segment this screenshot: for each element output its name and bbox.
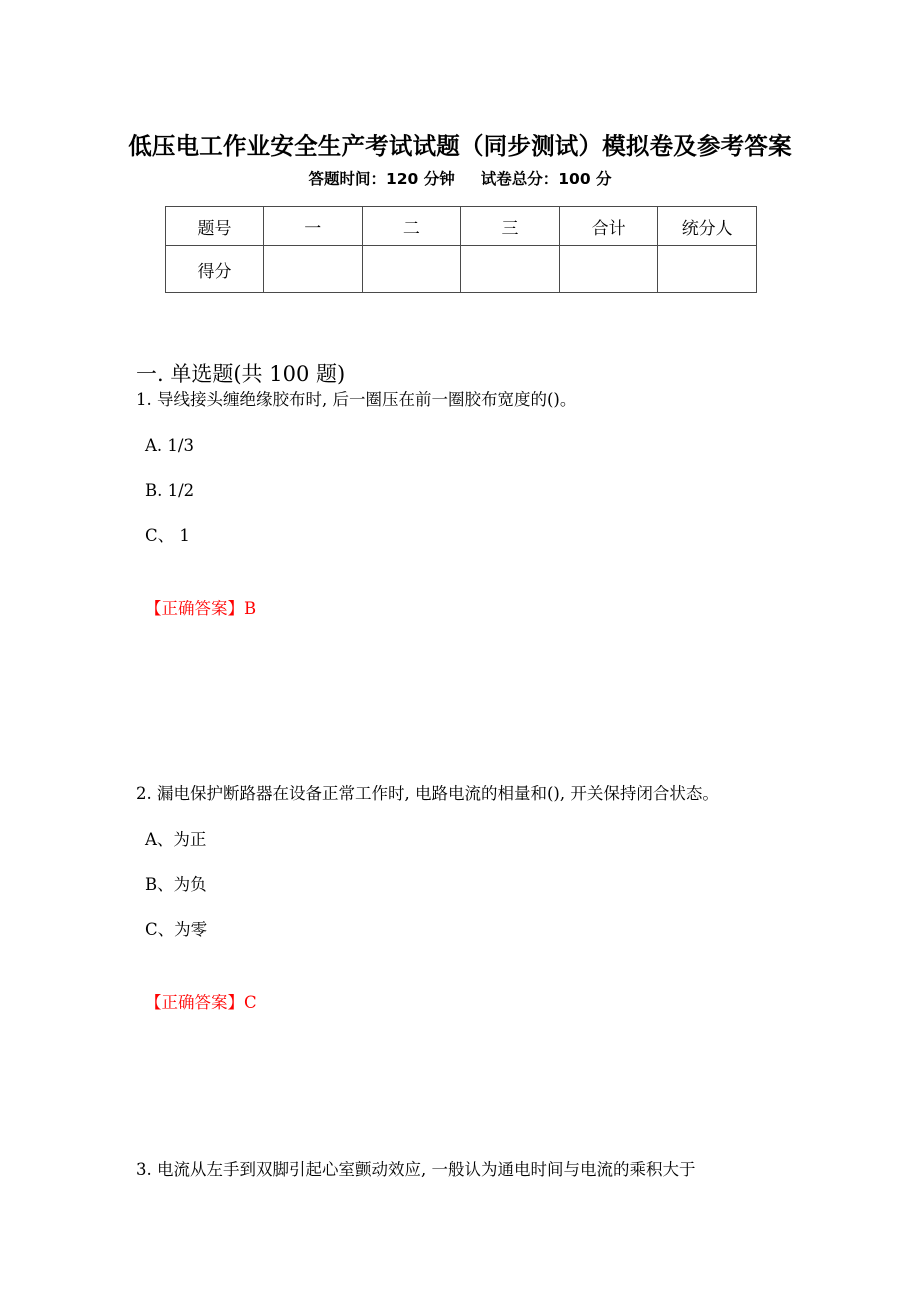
score-cell-2[interactable] xyxy=(362,246,461,293)
question-item xyxy=(136,388,876,621)
question-stem: 2. 漏电保护断路器在设备正常工作时, 电路电流的相量和(), 开关保持闭合状态。 xyxy=(136,784,719,803)
question-option-b[interactable]: B、为负 xyxy=(145,874,207,894)
question-item xyxy=(136,1158,876,1182)
page-title: 低压电工作业安全生产考试试题（同步测试）模拟卷及参考答案 xyxy=(128,131,792,160)
question-option-b[interactable]: B. 1/2 xyxy=(145,480,195,500)
correct-answer-value: C xyxy=(244,992,257,1012)
correct-answer-value: B xyxy=(244,598,257,618)
question-option-c[interactable]: C、 1 xyxy=(145,525,190,545)
score-cell-total[interactable] xyxy=(559,246,658,293)
correct-answer xyxy=(136,991,876,1015)
question-option-a[interactable]: A. 1/3 xyxy=(145,435,194,455)
score-cell-3[interactable] xyxy=(461,246,560,293)
correct-answer-label: 【正确答案】 xyxy=(145,598,244,618)
question-stem: 3. 电流从左手到双脚引起心室颤动效应, 一般认为通电时间与电流的乘积大于 xyxy=(136,1160,696,1179)
table-row xyxy=(166,246,757,293)
score-table-col-2: 二 xyxy=(362,207,461,246)
score-table-col-3: 三 xyxy=(461,207,560,246)
score-table-col-scorer: 统分人 xyxy=(658,207,757,246)
score-table-col-total: 合计 xyxy=(559,207,658,246)
exam-duration: 答题时间：120 分钟 xyxy=(308,170,455,188)
score-cell-scorer[interactable] xyxy=(658,246,757,293)
question-option-a[interactable]: A、为正 xyxy=(145,829,207,849)
score-table-score-label: 得分 xyxy=(166,246,264,293)
question-option-c[interactable]: C、为零 xyxy=(145,919,208,939)
score-table-header-label: 题号 xyxy=(166,207,264,246)
correct-answer-label: 【正确答案】 xyxy=(145,992,244,1012)
exam-total-score: 试卷总分：100 分 xyxy=(480,170,612,188)
correct-answer xyxy=(136,597,876,621)
exam-meta xyxy=(0,170,920,189)
question-stem: 1. 导线接头缠绝缘胶布时, 后一圈压在前一圈胶布宽度的()。 xyxy=(136,390,577,409)
section-heading: 一. 单选题(共 100 题) xyxy=(136,362,346,387)
score-table-container xyxy=(165,206,757,293)
score-cell-1[interactable] xyxy=(264,246,363,293)
score-table-col-1: 一 xyxy=(264,207,363,246)
table-row xyxy=(166,207,757,246)
score-table xyxy=(165,206,757,293)
question-item xyxy=(136,782,876,1015)
